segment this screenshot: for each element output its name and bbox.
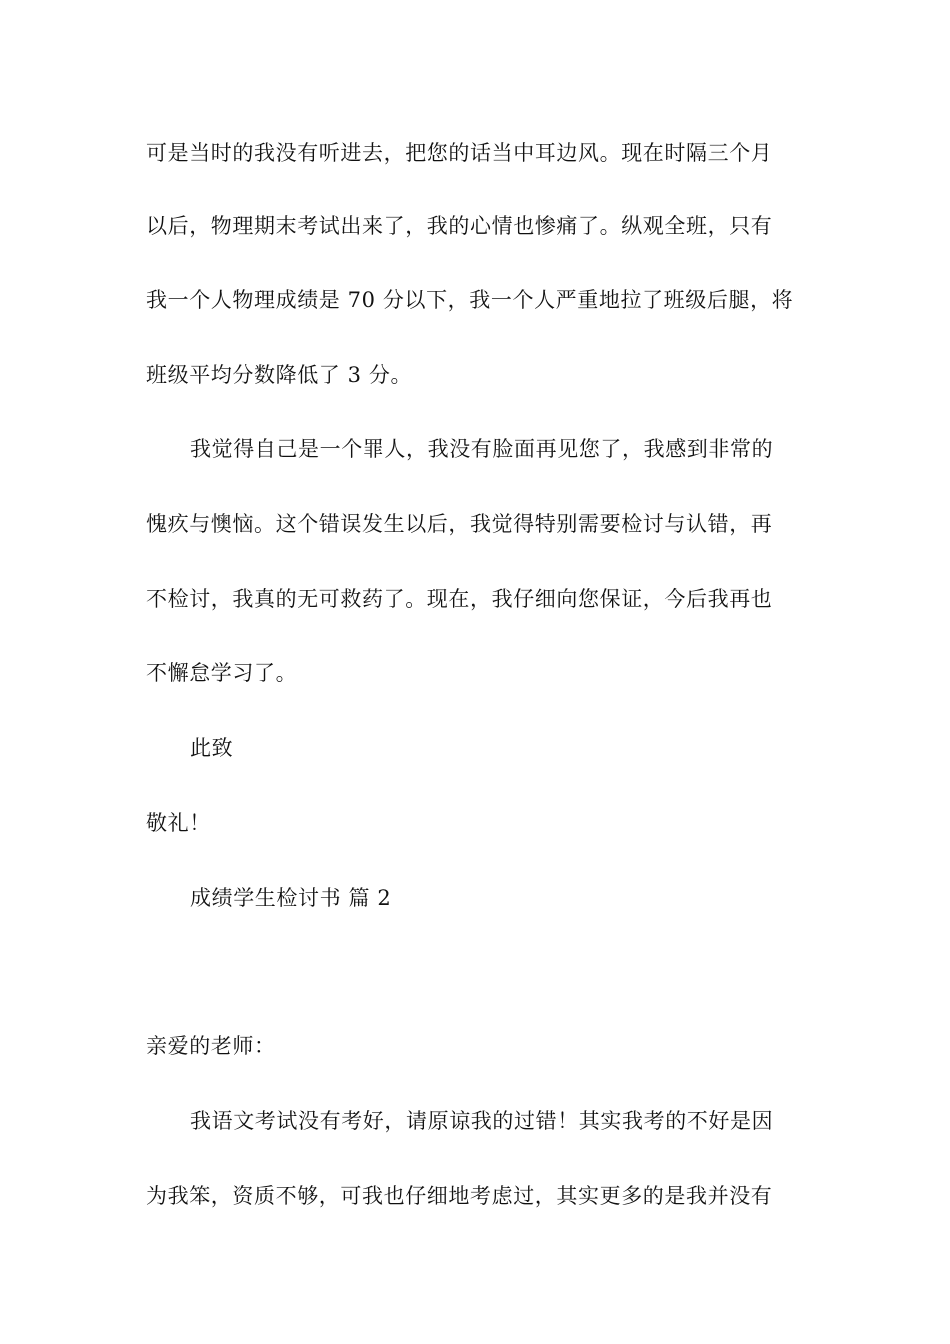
paragraph-2-line-1: 我觉得自己是一个罪人，我没有脸面再见您了，我感到非常的: [190, 437, 774, 461]
salutation: 亲爱的老师：: [146, 1034, 276, 1058]
paragraph-1-line-2: 以后，物理期末考试出来了，我的心情也惨痛了。纵观全班，只有: [146, 214, 773, 238]
paragraph-3-line-2: 为我笨，资质不够，可我也仔细地考虑过，其实更多的是我并没有: [146, 1184, 773, 1208]
paragraph-1-line-1: 可是当时的我没有听进去，把您的话当中耳边风。现在时隔三个月: [146, 141, 773, 165]
closing-salute: 敬礼！: [146, 811, 211, 835]
paragraph-1-line-3: 我一个人物理成绩是 70 分以下，我一个人严重地拉了班级后腿，将: [146, 288, 794, 312]
paragraph-1-line-4: 班级平均分数降低了 3 分。: [146, 363, 413, 387]
paragraph-3-line-1: 我语文考试没有考好，请原谅我的过错！其实我考的不好是因: [190, 1109, 774, 1133]
closing-regards: 此致: [190, 736, 234, 760]
paragraph-2-line-4: 不懈怠学习了。: [146, 661, 298, 685]
section-title: 成绩学生检讨书 篇 2: [190, 886, 392, 910]
paragraph-2-line-3: 不检讨，我真的无可救药了。现在，我仔细向您保证，今后我再也: [146, 587, 773, 611]
paragraph-2-line-2: 愧疚与懊恼。这个错误发生以后，我觉得特别需要检讨与认错，再: [146, 512, 773, 536]
